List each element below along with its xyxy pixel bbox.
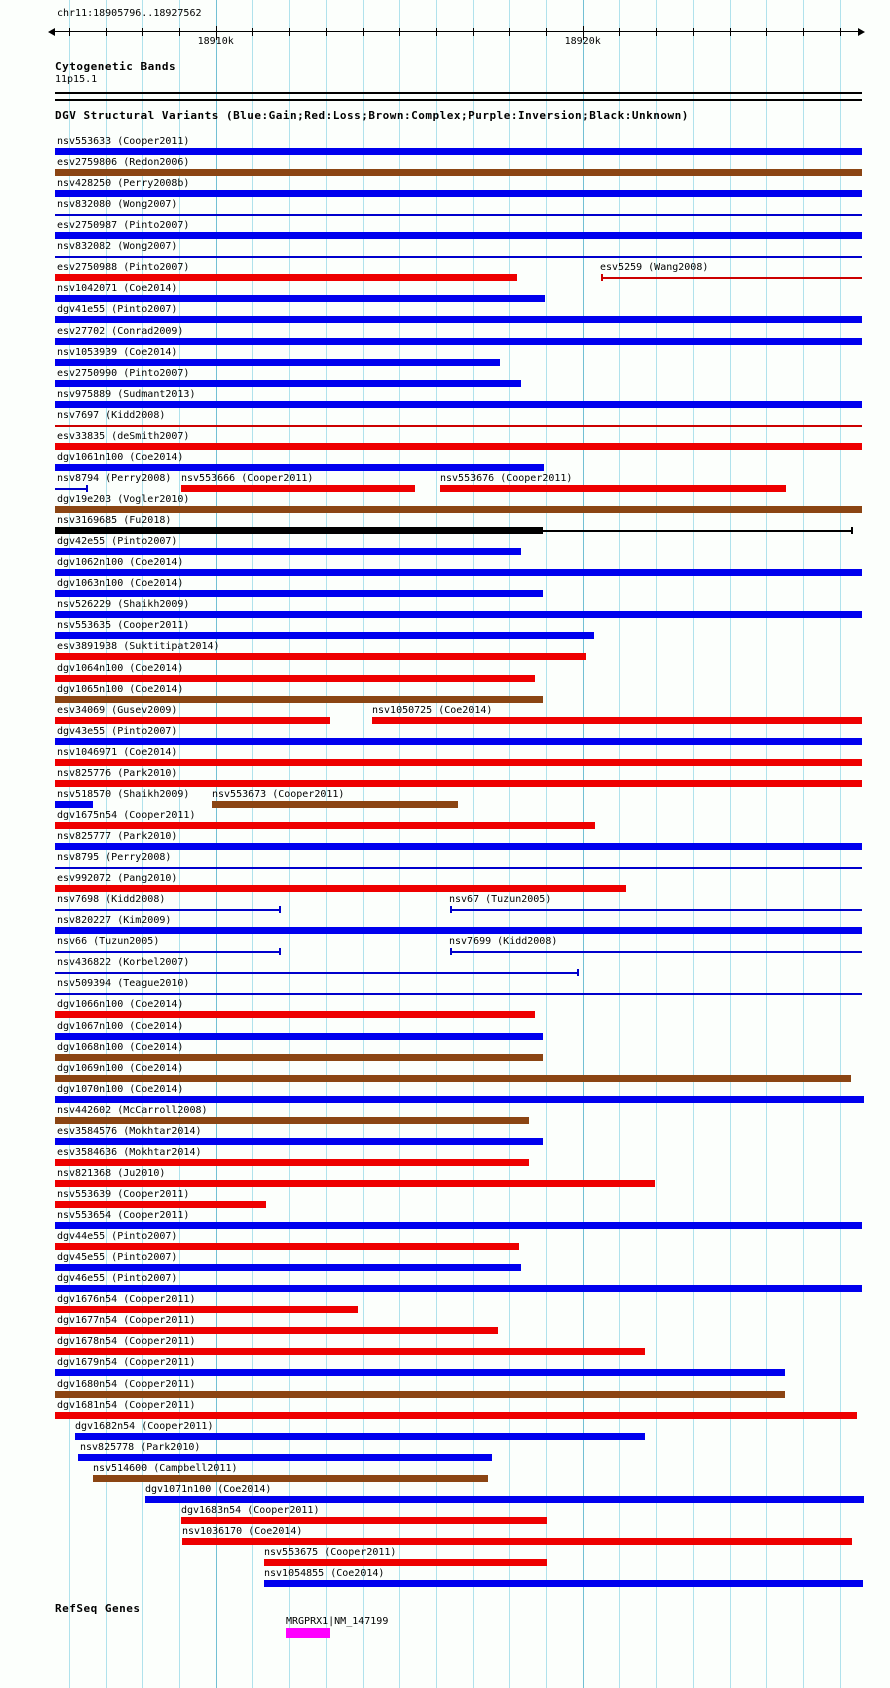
variant-bar[interactable]: [55, 1159, 529, 1166]
variant-label[interactable]: esv33835 (deSmith2007): [57, 430, 190, 442]
variant-label[interactable]: nsv553654 (Cooper2011): [57, 1210, 190, 1222]
variant-label[interactable]: nsv3169685 (Fu2018): [57, 515, 172, 527]
variant-label[interactable]: nsv553633 (Cooper2011): [57, 136, 190, 147]
variant-label[interactable]: nsv1046971 (Coe2014): [57, 746, 178, 758]
variant-bar[interactable]: [602, 277, 862, 279]
ruler-tick: [766, 28, 767, 36]
variant-bar[interactable]: [75, 1433, 645, 1440]
variant-bar[interactable]: [55, 675, 535, 682]
variant-label[interactable]: nsv7699 (Kidd2008): [449, 936, 558, 948]
variant-bar[interactable]: [55, 232, 862, 239]
variant-label[interactable]: esv5259 (Wang2008): [600, 262, 709, 274]
variant-label[interactable]: dgv1064n100 (Coe2014): [57, 662, 184, 674]
gene-bar[interactable]: [286, 1628, 330, 1638]
variant-label[interactable]: nsv821368 (Ju2010): [57, 1167, 166, 1179]
variant-label[interactable]: nsv553675 (Cooper2011): [264, 1547, 397, 1559]
variant-label[interactable]: nsv832080 (Wong2007): [57, 199, 178, 211]
variant-label[interactable]: nsv442602 (McCarroll2008): [57, 1104, 208, 1116]
variant-bar[interactable]: [55, 653, 586, 660]
variant-label[interactable]: nsv1042071 (Coe2014): [57, 283, 178, 295]
variant-bar[interactable]: [55, 1201, 266, 1208]
variant-bar[interactable]: [55, 951, 280, 953]
variant-label[interactable]: nsv67 (Tuzun2005): [449, 894, 552, 906]
variant-label[interactable]: dgv1071n100 (Coe2014): [145, 1483, 272, 1495]
variant-label[interactable]: dgv1065n100 (Coe2014): [57, 683, 184, 695]
variant-label[interactable]: esv2750987 (Pinto2007): [57, 220, 190, 232]
variant-label[interactable]: dgv1067n100 (Coe2014): [57, 1020, 184, 1032]
variant-bar[interactable]: [55, 443, 862, 450]
variant-bar[interactable]: [55, 1075, 851, 1082]
variant-label[interactable]: nsv553666 (Cooper2011): [181, 472, 314, 484]
variant-bar[interactable]: [55, 1011, 535, 1018]
variant-bar[interactable]: [372, 717, 862, 724]
variant-bar[interactable]: [451, 909, 862, 911]
variant-label[interactable]: nsv66 (Tuzun2005): [57, 936, 160, 948]
variant-bar[interactable]: [55, 380, 521, 387]
variant-bar[interactable]: [55, 1138, 543, 1145]
variant-bar[interactable]: [55, 425, 862, 427]
variant-label[interactable]: nsv7698 (Kidd2008): [57, 894, 166, 906]
variant-bar[interactable]: [55, 1096, 864, 1103]
region-label: chr11:18905796..18927562: [57, 8, 202, 19]
variant-label[interactable]: nsv832082 (Wong2007): [57, 241, 178, 253]
variant-label[interactable]: nsv509394 (Teague2010): [57, 978, 190, 990]
ruler-right-arrow-icon: [858, 28, 865, 36]
variant-bar[interactable]: [55, 569, 862, 576]
variant-bar[interactable]: [55, 274, 517, 281]
variant-label[interactable]: dgv44e55 (Pinto2007): [57, 1231, 178, 1243]
variant-bar[interactable]: [55, 843, 862, 850]
variant-label[interactable]: nsv825776 (Park2010): [57, 767, 178, 779]
variant-bar[interactable]: [55, 1348, 645, 1355]
variant-right-tick: [86, 485, 88, 492]
variant-bar[interactable]: [55, 214, 862, 216]
variant-label[interactable]: nsv553635 (Cooper2011): [57, 620, 190, 632]
variant-bar[interactable]: [55, 148, 862, 155]
gene-label[interactable]: MRGPRX1|NM_147199: [286, 1616, 389, 1627]
variant-bar[interactable]: [55, 1033, 543, 1040]
variant-label[interactable]: dgv1675n54 (Cooper2011): [57, 809, 196, 821]
variant-bar[interactable]: [78, 1454, 492, 1461]
variant-label[interactable]: dgv1678n54 (Cooper2011): [57, 1336, 196, 1348]
ruler-tick: [106, 28, 107, 36]
cytogenetic-bands-title: Cytogenetic Bands: [55, 60, 177, 73]
variant-bar[interactable]: [55, 696, 543, 703]
variant-label[interactable]: nsv825778 (Park2010): [80, 1441, 201, 1453]
ruler-tick: [546, 28, 547, 36]
variant-bar[interactable]: [543, 530, 852, 532]
variant-bar[interactable]: [55, 867, 862, 869]
variant-bar[interactable]: [55, 506, 862, 513]
ruler-tick: [693, 28, 694, 36]
ruler-tick: [509, 28, 510, 36]
variant-bar[interactable]: [55, 738, 862, 745]
variant-bar[interactable]: [55, 1180, 655, 1187]
variant-bar[interactable]: [440, 485, 786, 492]
ruler-tick: [840, 28, 841, 36]
variant-bar[interactable]: [55, 1285, 862, 1292]
ruler-tick: [619, 28, 620, 36]
variant-bar[interactable]: [55, 548, 521, 555]
variant-bar[interactable]: [55, 316, 862, 323]
variant-bar[interactable]: [55, 717, 330, 724]
variant-label[interactable]: esv2759806 (Redon2006): [57, 157, 190, 169]
variant-label[interactable]: esv27702 (Conrad2009): [57, 325, 184, 337]
variant-bar[interactable]: [55, 169, 862, 176]
variant-bar[interactable]: [55, 1327, 498, 1334]
variant-right-tick: [851, 527, 853, 534]
variant-bar[interactable]: [55, 295, 545, 302]
variant-label[interactable]: dgv1676n54 (Cooper2011): [57, 1294, 196, 1306]
variant-bar[interactable]: [55, 359, 500, 366]
variant-label[interactable]: esv2750988 (Pinto2007): [57, 262, 190, 274]
ruler-tick: [436, 28, 437, 36]
variant-label[interactable]: nsv514600 (Campbell2011): [93, 1462, 238, 1474]
variant-bar[interactable]: [55, 632, 594, 639]
variant-bar[interactable]: [55, 190, 862, 197]
ruler-line: [55, 31, 858, 32]
variant-label[interactable]: nsv1050725 (Coe2014): [372, 704, 493, 716]
variant-label[interactable]: nsv428250 (Perry2008b): [57, 178, 190, 190]
variant-bar[interactable]: [55, 488, 87, 490]
variant-label[interactable]: dgv1681n54 (Cooper2011): [57, 1399, 196, 1411]
variant-bar[interactable]: [55, 1306, 358, 1313]
variant-right-tick: [577, 969, 579, 976]
variant-label[interactable]: dgv1680n54 (Cooper2011): [57, 1378, 196, 1390]
ruler-tick: [326, 28, 327, 36]
ruler-tick: [289, 28, 290, 36]
variant-bar[interactable]: [181, 485, 415, 492]
variant-label[interactable]: dgv1066n100 (Coe2014): [57, 999, 184, 1011]
ruler-left-arrow-icon: [48, 28, 55, 36]
ruler-tick: [179, 28, 180, 36]
ruler-tick: [142, 28, 143, 36]
variant-bar[interactable]: [145, 1496, 864, 1503]
variant-bar[interactable]: [55, 1054, 543, 1061]
variant-bar[interactable]: [55, 611, 862, 618]
variant-bar[interactable]: [93, 1475, 488, 1482]
variant-label[interactable]: esv3584576 (Mokhtar2014): [57, 1125, 202, 1137]
ruler-tick: [69, 28, 70, 36]
variant-label[interactable]: nsv553639 (Cooper2011): [57, 1189, 190, 1200]
variant-bar[interactable]: [55, 1222, 862, 1229]
variant-bar[interactable]: [55, 256, 862, 258]
variant-bar[interactable]: [55, 927, 862, 934]
variant-label[interactable]: esv3891938 (Suktitipat2014): [57, 641, 220, 653]
variant-bar[interactable]: [181, 1517, 547, 1524]
cytoband-name: 11p15.1: [55, 74, 98, 85]
variant-label[interactable]: dgv19e203 (Vogler2010): [57, 494, 190, 506]
variant-bar[interactable]: [264, 1559, 547, 1566]
variant-label[interactable]: esv3584636 (Mokhtar2014): [57, 1146, 202, 1158]
ruler-tick: [399, 28, 400, 36]
ruler-tick: [473, 28, 474, 36]
variant-label[interactable]: nsv553676 (Cooper2011): [440, 472, 573, 484]
variant-bar[interactable]: [212, 801, 458, 808]
variant-bar[interactable]: [182, 1538, 852, 1545]
variant-label[interactable]: dgv1070n100 (Coe2014): [57, 1083, 184, 1095]
variant-label[interactable]: nsv1054855 (Coe2014): [264, 1568, 385, 1580]
variant-label[interactable]: dgv41e55 (Pinto2007): [57, 304, 178, 316]
variant-label[interactable]: dgv1677n54 (Cooper2011): [57, 1315, 196, 1327]
variant-bar[interactable]: [55, 801, 93, 808]
variant-label[interactable]: dgv1679n54 (Cooper2011): [57, 1357, 196, 1369]
variant-label[interactable]: nsv518570 (Shaikh2009): [57, 788, 190, 800]
variant-bar[interactable]: [55, 1369, 785, 1376]
variant-bar[interactable]: [55, 972, 578, 974]
variant-label[interactable]: esv34069 (Gusev2009): [57, 704, 178, 716]
ruler-tick: [730, 28, 731, 36]
variant-left-tick: [601, 274, 603, 281]
variant-bar[interactable]: [55, 909, 280, 911]
cytoband-box[interactable]: [55, 92, 862, 101]
ruler-tick-label: 18910k: [197, 36, 234, 47]
variant-label[interactable]: dgv1682n54 (Cooper2011): [75, 1420, 214, 1432]
variant-bar[interactable]: [55, 590, 543, 597]
variant-label[interactable]: esv2750990 (Pinto2007): [57, 367, 190, 379]
variant-label[interactable]: nsv1053939 (Coe2014): [57, 346, 178, 358]
ruler-tick: [363, 28, 364, 36]
variant-label[interactable]: dgv1062n100 (Coe2014): [57, 557, 184, 569]
variant-right-tick: [279, 948, 281, 955]
ruler-tick: [803, 28, 804, 36]
variant-label[interactable]: dgv46e55 (Pinto2007): [57, 1273, 178, 1285]
variant-bar[interactable]: [55, 1243, 519, 1250]
variant-bar[interactable]: [55, 1391, 785, 1398]
variant-bar[interactable]: [55, 1264, 521, 1271]
variant-label[interactable]: nsv553673 (Cooper2011): [212, 788, 345, 800]
variant-bar[interactable]: [55, 885, 626, 892]
ruler-tick-label: 18920k: [564, 36, 601, 47]
variant-label[interactable]: esv992072 (Pang2010): [57, 873, 178, 885]
variant-bar[interactable]: [55, 527, 543, 534]
variant-label[interactable]: dgv1068n100 (Coe2014): [57, 1041, 184, 1053]
variant-bar[interactable]: [55, 338, 862, 345]
variant-bar[interactable]: [55, 1117, 529, 1124]
variant-label[interactable]: nsv8794 (Perry2008): [57, 472, 172, 484]
variant-label[interactable]: nsv7697 (Kidd2008): [57, 409, 166, 421]
variant-label[interactable]: nsv825777 (Park2010): [57, 830, 178, 842]
variant-bar[interactable]: [55, 822, 595, 829]
variant-label[interactable]: nsv820227 (Kim2009): [57, 915, 172, 927]
dgv-track-title: DGV Structural Variants (Blue:Gain;Red:Loss;Brown:Complex;Purple:Inversion;Black:Unknown): [55, 109, 689, 122]
variant-label[interactable]: dgv1063n100 (Coe2014): [57, 578, 184, 590]
variant-label[interactable]: nsv436822 (Korbel2007): [57, 957, 190, 969]
ruler-tick: [252, 28, 253, 36]
variant-label[interactable]: nsv975889 (Sudmant2013): [57, 388, 196, 400]
variant-label[interactable]: dgv1061n100 (Coe2014): [57, 451, 184, 463]
variant-bar[interactable]: [55, 780, 862, 787]
variant-left-tick: [450, 948, 452, 955]
variant-right-tick: [279, 906, 281, 913]
variant-label[interactable]: dgv45e55 (Pinto2007): [57, 1252, 178, 1264]
variant-bar[interactable]: [55, 993, 862, 995]
variant-label[interactable]: dgv1069n100 (Coe2014): [57, 1062, 184, 1074]
ruler-tick: [656, 28, 657, 36]
variant-bar[interactable]: [55, 1412, 857, 1419]
variant-bar[interactable]: [55, 759, 862, 766]
variant-label[interactable]: dgv43e55 (Pinto2007): [57, 725, 178, 737]
variant-left-tick: [450, 906, 452, 913]
variant-bar[interactable]: [55, 464, 544, 471]
variant-label[interactable]: nsv526229 (Shaikh2009): [57, 599, 190, 611]
variant-bar[interactable]: [264, 1580, 863, 1587]
variant-bar[interactable]: [451, 951, 862, 953]
refseq-title: RefSeq Genes: [55, 1602, 141, 1615]
variant-label[interactable]: dgv42e55 (Pinto2007): [57, 536, 178, 548]
variant-label[interactable]: nsv8795 (Perry2008): [57, 852, 172, 864]
variant-label[interactable]: nsv1036170 (Coe2014): [182, 1525, 303, 1537]
variant-label[interactable]: dgv1683n54 (Cooper2011): [181, 1504, 320, 1516]
variant-bar[interactable]: [55, 401, 862, 408]
